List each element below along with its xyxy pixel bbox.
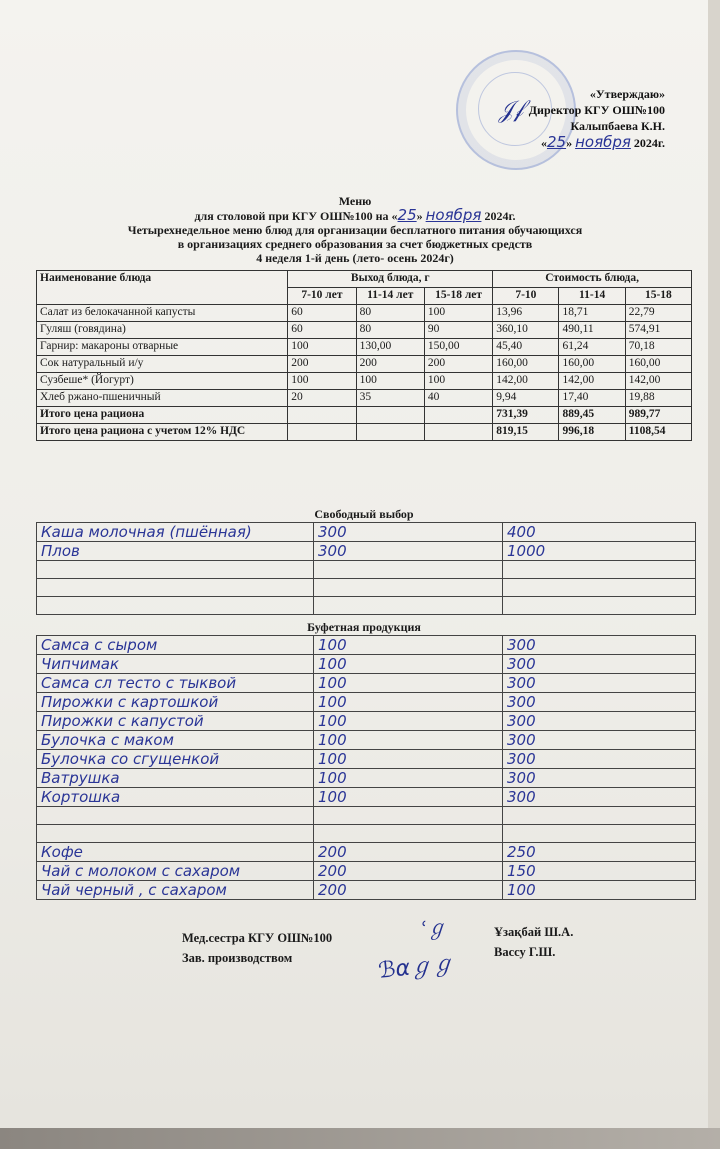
total-vat-cell: 996,18 [559, 424, 625, 441]
approval-date [529, 134, 665, 151]
footer-labels [182, 928, 332, 968]
output-cell: 20 [288, 390, 356, 407]
chef-name: Вассу Г.Ш. [494, 945, 556, 959]
item-name: Чай с молоком с сахаром [37, 862, 314, 881]
age-group: 7-10 лет [288, 288, 356, 305]
total-vat-cell: 819,15 [493, 424, 559, 441]
item-price: 100 [503, 881, 696, 900]
free-choice-title: Свободный выбор [314, 507, 414, 521]
item-price: 300 [503, 674, 696, 693]
item-price: 300 [503, 750, 696, 769]
item-price: 300 [503, 636, 696, 655]
table-row [37, 356, 692, 373]
cost-group: 7-10 [493, 288, 559, 305]
cost-cell: 142,00 [625, 373, 691, 390]
item-weight: 100 [314, 674, 503, 693]
item-weight: 300 [314, 542, 503, 561]
approval-line-1: «Утверждаю» [589, 87, 665, 101]
item-weight [314, 579, 503, 597]
item-name: Булочка со сгущенкой [37, 750, 314, 769]
title-year: 2024г. [484, 209, 516, 223]
table-row [37, 373, 692, 390]
list-item [37, 881, 696, 900]
list-item [37, 561, 696, 579]
cost-cell: 142,00 [493, 373, 559, 390]
list-item [37, 597, 696, 615]
item-price: 150 [503, 862, 696, 881]
item-weight [314, 825, 503, 843]
item-weight: 100 [314, 712, 503, 731]
item-price: 300 [503, 769, 696, 788]
cost-cell: 160,00 [625, 356, 691, 373]
cost-cell: 19,88 [625, 390, 691, 407]
list-item [37, 636, 696, 655]
empty-cell [288, 424, 356, 441]
output-cell: 100 [424, 373, 492, 390]
approval-quote-close: » [566, 136, 573, 150]
age-group: 11-14 лет [356, 288, 424, 305]
total-cell: 989,77 [625, 407, 691, 424]
col-cost: Стоимость блюда, [493, 271, 692, 288]
cost-cell: 160,00 [559, 356, 625, 373]
item-price: 250 [503, 843, 696, 862]
empty-cell [356, 424, 424, 441]
output-cell: 200 [288, 356, 356, 373]
item-name: Пирожки с картошкой [37, 693, 314, 712]
item-weight: 100 [314, 731, 503, 750]
item-weight: 100 [314, 750, 503, 769]
cost-cell: 9,94 [493, 390, 559, 407]
item-weight: 100 [314, 788, 503, 807]
cost-cell: 70,18 [625, 339, 691, 356]
cost-cell: 360,10 [493, 322, 559, 339]
list-item [37, 750, 696, 769]
item-name: Чай черный , с сахаром [37, 881, 314, 900]
item-weight: 200 [314, 843, 503, 862]
item-name: Кортошка [37, 788, 314, 807]
item-name: Булочка с маком [37, 731, 314, 750]
cost-cell: 61,24 [559, 339, 625, 356]
cost-cell: 574,91 [625, 322, 691, 339]
item-name [37, 825, 314, 843]
output-cell: 130,00 [356, 339, 424, 356]
title-line-4: в организациях среднего образования за счет бюджетных средств [177, 237, 533, 251]
total-cell: 731,39 [493, 407, 559, 424]
item-price: 300 [503, 693, 696, 712]
item-name: Самса сл тесто с тыквой [37, 674, 314, 693]
item-weight [314, 597, 503, 615]
approval-year: 2024г. [633, 136, 665, 150]
item-price [503, 597, 696, 615]
nurse-label: Мед.сестра КГУ ОШ№100 [182, 931, 333, 945]
cost-cell: 45,40 [493, 339, 559, 356]
item-name: Каша молочная (пшённая) [37, 523, 314, 542]
output-cell: 80 [356, 305, 424, 322]
dish-name: Хлеб ржано-пшеничный [37, 390, 288, 407]
item-name: Плов [37, 542, 314, 561]
approval-line-2: Директор КГУ ОШ№100 [528, 103, 665, 117]
buffet-table [36, 635, 696, 900]
total-vat-row [37, 424, 692, 441]
buffet-title: Буфетная продукция [307, 620, 421, 634]
table-row [37, 339, 692, 356]
cost-cell: 18,71 [559, 305, 625, 322]
item-weight: 200 [314, 881, 503, 900]
footer-names [494, 922, 573, 962]
list-item [37, 579, 696, 597]
cost-cell: 13,96 [493, 305, 559, 322]
age-group: 15-18 лет [424, 288, 492, 305]
dish-name: Салат из белокачанной капусты [37, 305, 288, 322]
list-item [37, 825, 696, 843]
title-line-5: 4 неделя 1-й день (лето- осень 2024г) [256, 251, 454, 265]
output-cell: 60 [288, 322, 356, 339]
dish-name: Гарнир: макароны отварные [37, 339, 288, 356]
list-item [37, 542, 696, 561]
dish-name: Сок натуральный и/у [37, 356, 288, 373]
item-price [503, 561, 696, 579]
title-month: ноября [425, 206, 482, 224]
item-price [503, 825, 696, 843]
item-name [37, 579, 314, 597]
dish-name: Гуляш (говядина) [37, 322, 288, 339]
output-cell: 100 [288, 373, 356, 390]
empty-cell [288, 407, 356, 424]
menu-table [36, 270, 692, 441]
list-item [37, 843, 696, 862]
item-name [37, 807, 314, 825]
menu-header-row [37, 271, 692, 288]
col-dish-name: Наименование блюда [37, 271, 288, 305]
title-menu: Меню [338, 194, 372, 208]
output-cell: 150,00 [424, 339, 492, 356]
item-weight: 100 [314, 636, 503, 655]
item-price: 300 [503, 788, 696, 807]
total-row [37, 407, 692, 424]
title-line-2 [30, 208, 680, 223]
empty-cell [356, 407, 424, 424]
item-name: Чипчимак [37, 655, 314, 674]
cost-cell: 160,00 [493, 356, 559, 373]
approval-day: 25 [546, 133, 567, 151]
output-cell: 80 [356, 322, 424, 339]
output-cell: 60 [288, 305, 356, 322]
title-prefix: для столовой при КГУ ОШ№100 на « [194, 209, 398, 223]
item-price [503, 579, 696, 597]
approval-quote-open: « [540, 136, 547, 150]
output-cell: 100 [288, 339, 356, 356]
item-name: Ватрушка [37, 769, 314, 788]
item-weight: 100 [314, 769, 503, 788]
nurse-signature: ՙℊ [418, 914, 448, 942]
cost-cell: 490,11 [559, 322, 625, 339]
output-cell: 100 [356, 373, 424, 390]
title-line-3: Четырехнедельное меню блюд для организации бесплатного питания обучающихся [127, 223, 583, 237]
item-weight [314, 561, 503, 579]
item-weight: 300 [314, 523, 503, 542]
output-cell: 200 [356, 356, 424, 373]
list-item [37, 862, 696, 881]
output-cell: 35 [356, 390, 424, 407]
item-price [503, 807, 696, 825]
list-item [37, 712, 696, 731]
title-day: 25 [397, 206, 417, 224]
item-weight: 200 [314, 862, 503, 881]
item-price: 300 [503, 712, 696, 731]
item-name [37, 561, 314, 579]
free-choice-table [36, 522, 696, 615]
cost-group: 11-14 [559, 288, 625, 305]
table-row [37, 305, 692, 322]
list-item [37, 769, 696, 788]
output-cell: 40 [424, 390, 492, 407]
director-signature: 𝒥𝒻 [496, 96, 525, 125]
list-item [37, 674, 696, 693]
item-price: 300 [503, 655, 696, 674]
item-name: Пирожки с капустой [37, 712, 314, 731]
total-cell: 889,45 [559, 407, 625, 424]
approval-block [529, 86, 665, 151]
approval-line-3: Калыпбаева К.Н. [570, 119, 665, 133]
list-item [37, 731, 696, 750]
cost-cell: 17,40 [559, 390, 625, 407]
cost-cell: 142,00 [559, 373, 625, 390]
list-item [37, 807, 696, 825]
table-row [37, 322, 692, 339]
item-price: 300 [503, 731, 696, 750]
dish-name: Сузбеше* (Йогурт) [37, 373, 288, 390]
list-item [37, 655, 696, 674]
list-item [37, 788, 696, 807]
item-price: 1000 [503, 542, 696, 561]
chef-label: Зав. производством [182, 951, 293, 965]
cost-group: 15-18 [625, 288, 691, 305]
table-row [37, 390, 692, 407]
list-item [37, 523, 696, 542]
approval-month: ноября [575, 133, 631, 151]
item-weight [314, 807, 503, 825]
item-price: 400 [503, 523, 696, 542]
title-mid: » [416, 209, 423, 223]
item-weight: 100 [314, 655, 503, 674]
col-output: Выход блюда, г [288, 271, 493, 288]
background-surface [0, 1128, 720, 1149]
output-cell: 100 [424, 305, 492, 322]
output-cell: 200 [424, 356, 492, 373]
cost-cell: 22,79 [625, 305, 691, 322]
empty-cell [424, 407, 492, 424]
nurse-name: Ұзақбай Ш.А. [494, 925, 574, 939]
total-vat-cell: 1108,54 [625, 424, 691, 441]
output-cell: 90 [424, 322, 492, 339]
chef-signature: ℬαℊℊ [377, 951, 456, 984]
empty-cell [424, 424, 492, 441]
item-name: Самса с сыром [37, 636, 314, 655]
document-title [30, 194, 680, 265]
list-item [37, 693, 696, 712]
total-label: Итого цена рациона [37, 407, 288, 424]
item-name [37, 597, 314, 615]
item-weight: 100 [314, 693, 503, 712]
total-vat-label: Итого цена рациона с учетом 12% НДС [37, 424, 288, 441]
item-name: Кофе [37, 843, 314, 862]
